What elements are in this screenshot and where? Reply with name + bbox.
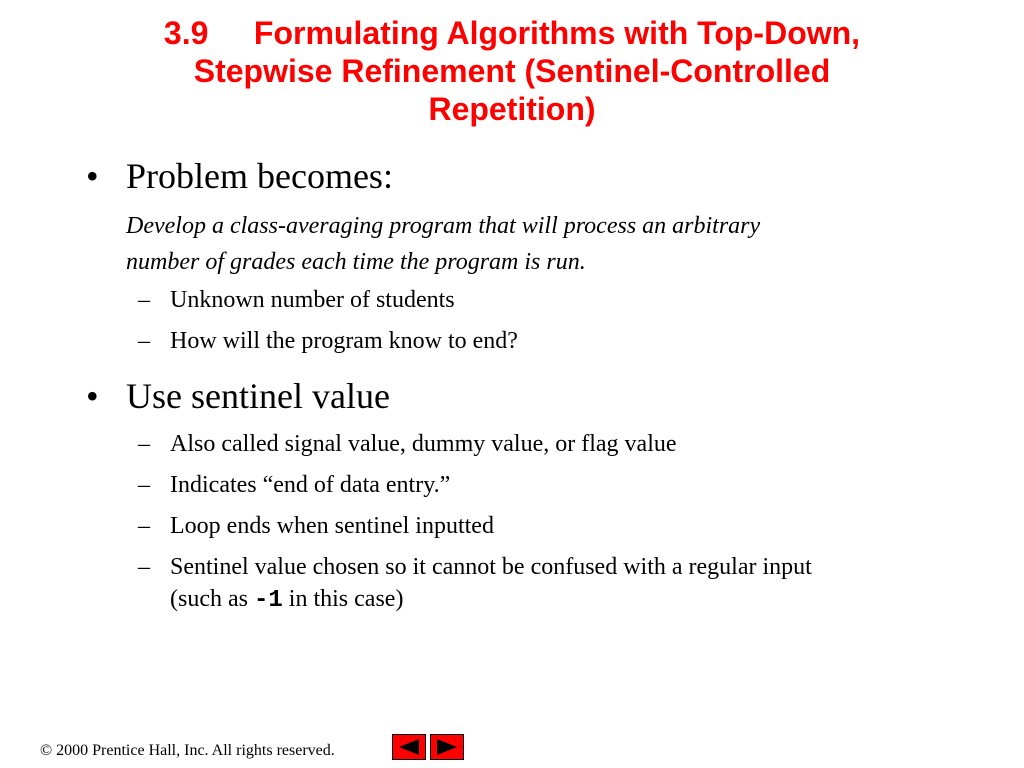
bullet-sentinel-text: Use sentinel value [126,376,390,416]
footer-copyright [40,741,335,761]
subitem-text: Indicates “end of data entry.” [170,472,451,498]
copyright-symbol: © [40,742,53,759]
title-line-1 [0,14,1024,52]
dash-bullet-icon: – [138,513,150,539]
bullet-dot-icon: • [86,156,99,196]
subitem-signal-value [86,428,966,460]
problem-description-line-1: Develop a class-averaging program that will process an arbitrary [126,213,761,239]
title-text-line-1: Formulating Algorithms with Top-Down, [253,15,861,51]
section-number: 3.9 [163,15,209,51]
subitem-line-2-suffix: in this case) [282,586,404,612]
previous-slide-button[interactable] [392,734,426,760]
title-line-3: Repetition) [428,91,596,127]
subitem-program-end [86,325,966,357]
subitem-text: Loop ends when sentinel inputted [170,513,494,539]
dash-bullet-icon: – [138,431,150,457]
dash-bullet-icon: – [138,554,150,580]
dash-bullet-icon: – [138,328,150,354]
slide-title [0,14,1024,128]
copyright-text: 2000 Prentice Hall, Inc. All rights reserved. [56,742,335,759]
bullet-problem-text: Problem becomes: [126,156,393,196]
slide-content [86,152,966,626]
subitem-unknown-students [86,284,966,316]
subitem-end-of-data [86,469,966,501]
sentinel-code: -1 [253,587,283,614]
bullet-problem [86,152,966,200]
subitem-text: How will the program know to end? [170,328,518,354]
subitem-text: Unknown number of students [170,287,455,313]
dash-bullet-icon: – [138,287,150,313]
bullet-dot-icon: • [86,376,99,416]
bullet-sentinel [86,372,966,420]
next-slide-button[interactable] [430,734,464,760]
subitem-line-2-prefix: (such as [170,586,254,612]
subitem-sentinel-chosen [86,551,966,617]
slide-navigation [392,734,464,762]
left-arrow-icon [397,738,421,756]
subitem-loop-ends [86,510,966,542]
title-line-2: Stepwise Refinement (Sentinel-Controlled [193,53,831,89]
right-arrow-icon [435,738,459,756]
subitem-line-1: Sentinel value chosen so it cannot be confused with a regular input [170,554,812,580]
subitem-line-2 [170,583,966,617]
subitem-text: Also called signal value, dummy value, or flag value [170,431,677,457]
problem-description-line-2: number of grades each time the program is run. [126,249,586,275]
problem-description [126,208,966,280]
dash-bullet-icon: – [138,472,150,498]
